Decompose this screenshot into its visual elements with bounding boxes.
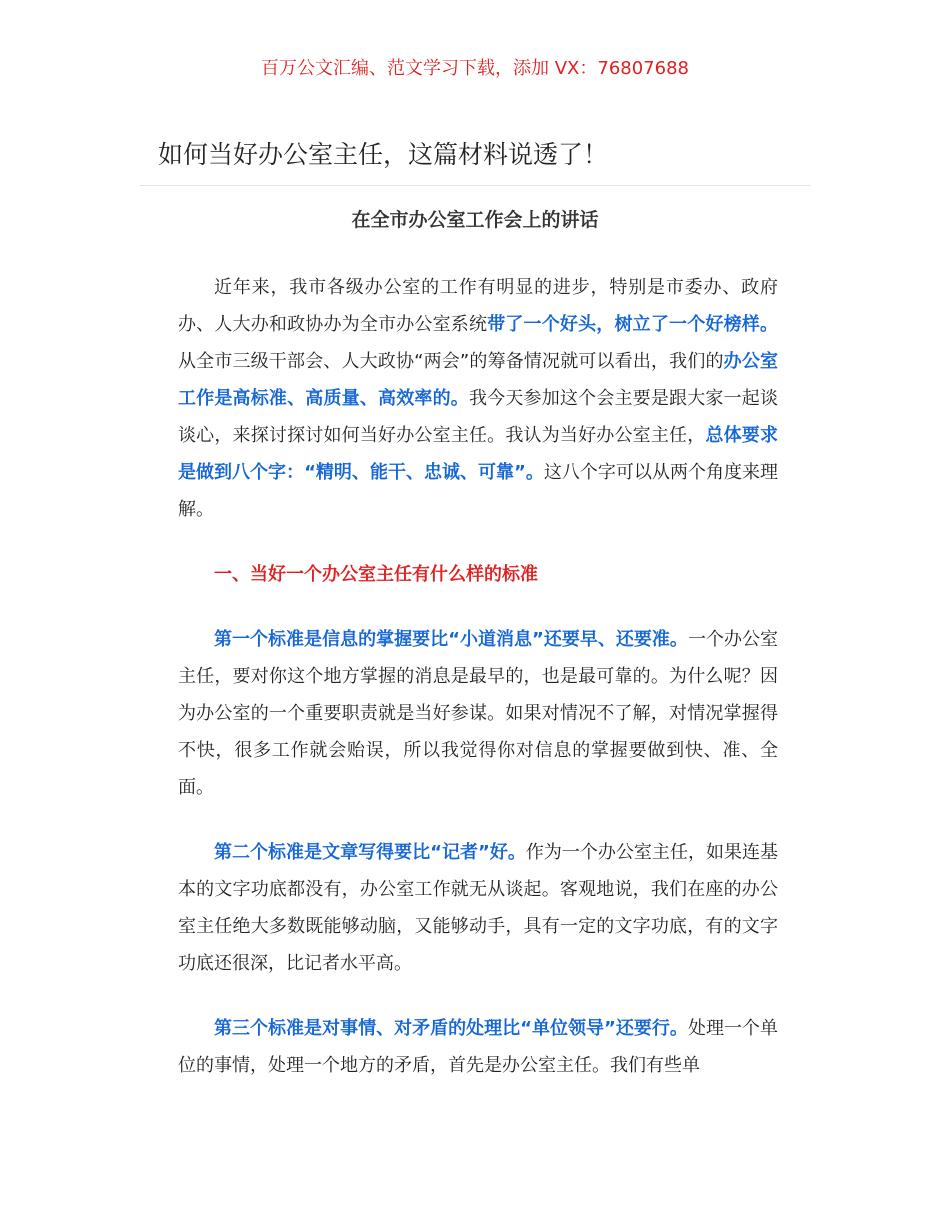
intro-highlight-3: 总体要求是做到八个字：“精明、能干、忠诚、可靠”。	[178, 425, 778, 483]
standard-three-paragraph	[178, 1010, 778, 1084]
standard-two-highlight: 第二个标准是文章写得要比“记者”好。	[214, 842, 526, 863]
intro-highlight-2: 办公室工作是高标准、高质量、高效率的。	[178, 351, 778, 409]
spacer	[178, 806, 778, 834]
standard-one-highlight: 第一个标准是信息的掌握要比“小道消息”还要早、还要准。	[214, 629, 688, 650]
spacer	[178, 593, 778, 621]
intro-text-3: 我今天参加这个会主要是跟大家一起谈谈心，来探讨探讨如何当好办公室主任。我认为当好办公室主任，	[178, 388, 778, 446]
article-body	[178, 269, 778, 1084]
promo-banner: 百万公文汇编、范文学习下载，添加 VX：76807688	[261, 58, 689, 79]
intro-highlight-1: 带了一个好头，树立了一个好榜样。	[487, 314, 778, 335]
speech-title: 在全市办公室工作会上的讲话	[351, 209, 599, 231]
spacer	[178, 528, 778, 556]
standard-one-text: 一个办公室主任，要对你这个地方掌握的消息是最早的，也是最可靠的。为什么呢？因为办公室的一个重要职责就是当好参谋。如果对情况不了解，对情况掌握得不快，很多工作就会贻误，所以我觉得你对信息的掌握要做到快、准、全面。	[178, 629, 778, 798]
standard-three-text: 处理一个单位的事情，处理一个地方的矛盾，首先是办公室主任。我们有些单	[178, 1018, 778, 1076]
intro-paragraph	[178, 269, 778, 528]
intro-text-1: 近年来，我市各级办公室的工作有明显的进步，特别是市委办、政府办、人大办和政协办为全市办公室系统	[178, 277, 778, 335]
article-title: 如何当好办公室主任，这篇材料说透了！	[158, 140, 609, 169]
title-divider	[140, 185, 810, 186]
standard-two-paragraph	[178, 834, 778, 982]
intro-text-4: 这八个字可以从两个角度来理解。	[178, 462, 778, 520]
intro-text-2: 从全市三级干部会、人大政协“两会”的筹备情况就可以看出，我们的	[178, 351, 724, 372]
standard-one-paragraph	[178, 621, 778, 806]
standard-three-highlight: 第三个标准是对事情、对矛盾的处理比“单位领导”还要行。	[214, 1018, 688, 1039]
section-one-heading: 一、当好一个办公室主任有什么样的标准	[214, 564, 538, 585]
spacer	[178, 982, 778, 1010]
standard-two-text: 作为一个办公室主任，如果连基本的文字功底都没有，办公室工作就无从谈起。客观地说，我们在座的办公室主任绝大多数既能够动脑，又能够动手，具有一定的文字功底，有的文字功底还很深，比记者水平高。	[178, 842, 778, 974]
